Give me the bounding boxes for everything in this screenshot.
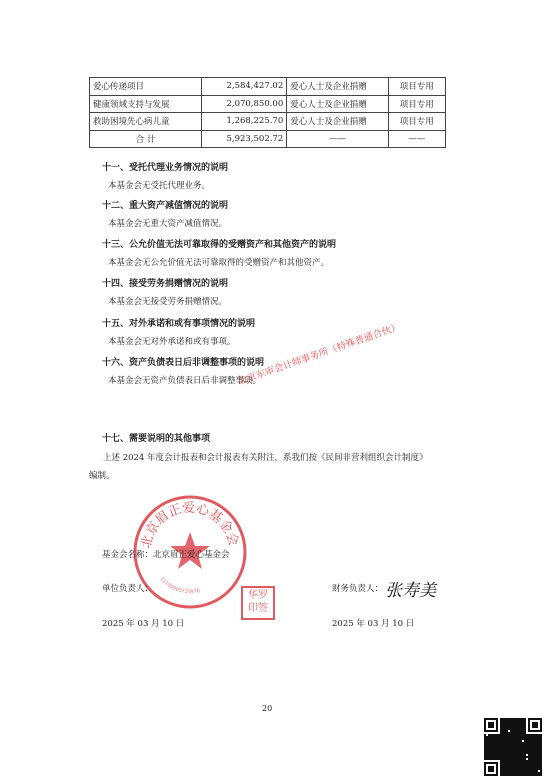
unit-head-label: 单位负责人：	[102, 584, 154, 594]
restricted-assets-table	[89, 77, 446, 148]
finance-head-label: 财务负责人：	[332, 584, 384, 594]
finance-signature: 张寿美	[385, 581, 436, 601]
section-17-line2: 编制。	[89, 471, 115, 481]
section-17-heading: 十七、需要说明的其他事项	[102, 434, 211, 444]
qr-code-icon	[484, 718, 542, 776]
table-row	[90, 78, 446, 96]
total-usage: ——	[388, 130, 445, 148]
section-text: 本基金会无资产负债表日后非调整事项。	[108, 376, 262, 386]
amount: 1,268,225.70	[202, 113, 287, 131]
section-heading: 十四、接受劳务捐赠情况的说明	[102, 279, 229, 289]
section-heading: 十六、资产负债表日后非调整事项的说明	[102, 358, 265, 368]
svg-text:11100000715976	[159, 576, 201, 595]
usage: 项目专用	[388, 113, 445, 131]
source: 爱心人士及企业捐赠	[287, 95, 388, 113]
section-text: 本基金会无公允价值无法可靠取得的受赠资产和其他资产。	[108, 258, 330, 268]
total-source: ——	[287, 130, 388, 148]
section-heading: 十五、对外承诺和或有事项情况的说明	[102, 319, 256, 329]
table-row	[90, 113, 446, 131]
usage: 项目专用	[388, 78, 445, 96]
section-heading: 十二、重大资产减值情况的说明	[102, 201, 229, 211]
project-name: 救助困境先心病儿童	[90, 113, 202, 131]
total-amount: 5,923,502.72	[202, 130, 287, 148]
page-number: 20	[262, 704, 273, 713]
section-text: 本基金会无对外承诺和或有事项。	[108, 337, 236, 347]
name-seal-text: 华罗印签	[248, 590, 268, 614]
seal-number: 11100000715976	[158, 576, 201, 596]
section-heading: 十三、公允价值无法可靠取得的受赠资产和其他资产的说明	[102, 240, 337, 250]
section-text: 本基金会无受托代理业务。	[108, 181, 211, 191]
section-text: 本基金会无重大资产减值情况。	[108, 219, 228, 229]
name-seal	[241, 586, 275, 620]
total-label: 合 计	[90, 130, 202, 148]
section-text: 本基金会无接受劳务捐赠情况。	[108, 297, 228, 307]
amount: 2,070,850.00	[202, 95, 287, 113]
usage: 项目专用	[388, 95, 445, 113]
seal-text: 北京眉正爱心基金会	[138, 500, 241, 550]
org-name-row	[102, 548, 230, 560]
table-row	[90, 95, 446, 113]
source: 爱心人士及企业捐赠	[287, 113, 388, 131]
section-heading: 十一、受托代理业务情况的说明	[102, 163, 229, 173]
source: 爱心人士及企业捐赠	[287, 78, 388, 96]
amount: 2,584,427.02	[202, 78, 287, 96]
project-name: 爱心传递项目	[90, 78, 202, 96]
date-left: 2025 年 03 月 10 日	[102, 619, 185, 629]
table-total-row	[90, 130, 446, 148]
section-17-line1: 上述 2024 年度会计报表和会计报表有关附注，系我们按《民间非营利组织会计制度》	[103, 453, 428, 463]
org-name: 北京眉正爱心基金会	[153, 550, 230, 560]
project-name: 健康领域支持与发展	[90, 95, 202, 113]
auditor-stamp: 北京东审会计师事务所（特殊普通合伙）	[236, 321, 402, 388]
date-right: 2025 年 03 月 10 日	[332, 619, 415, 629]
org-label: 基金会名称：	[102, 550, 154, 560]
